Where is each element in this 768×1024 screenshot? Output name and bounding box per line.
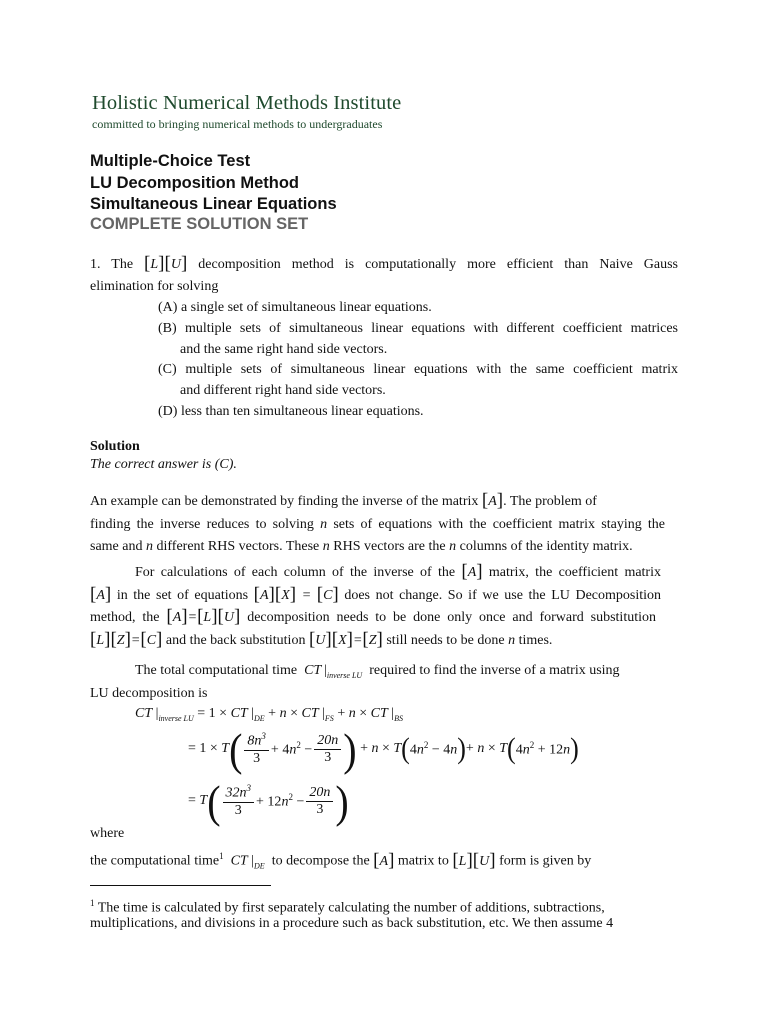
option-c-cont: and different right hand side vectors. <box>180 383 386 398</box>
title-line-3: Simultaneous Linear Equations <box>90 195 337 213</box>
para1-line1: An example can be demonstrated by finding the inverse of the matrix [A]. The problem of <box>90 490 597 511</box>
where-label: where <box>90 826 125 841</box>
para2-line2: [A] in the set of equations [A][X] = [C] does not change. So if we use the LU Decomposition <box>90 584 661 605</box>
option-a: (A) a single set of simultaneous linear equations. <box>158 300 432 315</box>
footnote-line2: multiplications, and divisions in a procedure such as back substitution, etc. We then assume 4 <box>90 916 614 931</box>
title-line-4: COMPLETE SOLUTION SET <box>90 215 309 233</box>
institute-name: Holistic Numerical Methods Institute <box>92 92 402 114</box>
option-d: (D) less than ten simultaneous linear equations. <box>158 404 424 419</box>
lu-bracket: [L][U] <box>144 253 188 274</box>
option-c: (C) multiple sets of simultaneous linear equations with the same coefficient matrix <box>158 362 678 377</box>
question-number: 1. <box>90 257 101 272</box>
para3-line1: The total computational time CT $|_{inverse LU}$ required to find the inverse of a matrix using <box>135 663 620 680</box>
solution-heading: Solution <box>90 439 140 454</box>
question-stem-line-2: elimination for solving <box>90 279 219 294</box>
after-eq-line: the computational time$^1$ CT $|_{DE}$ to decompose the [A] matrix to [L][U] form is given by <box>90 849 592 871</box>
equation-line-2: = 1 × T ( $\frac{8n^3}{3}$ + $4n^2$ − $\frac{20n}{3}$ ) + n × T ( $4n^2 - 4n$ ) + n × T ( $4n^2 + 12n$ ) <box>188 723 579 775</box>
para1-line3: same and n different RHS vectors. These n RHS vectors are the n columns of the identity matrix. <box>90 539 633 554</box>
para1-line2: finding the inverse reduces to solving n sets of equations with the coefficient matrix staying the <box>90 517 666 532</box>
footnote-rule <box>90 885 271 886</box>
equation-line-1: CT $|_{inverse LU} = 1$ × CT $|_{DE} + n$ × CT $|_{FS} + n$ × CT $|_{BS}$ <box>135 706 403 723</box>
institute-tagline: committed to bringing numerical methods to undergraduates <box>92 117 383 131</box>
footnote-ref: 1 <box>219 851 224 861</box>
para2-line3: method, the [A]=[L][U] decomposition needs to be done only once and forward substitution <box>90 606 656 627</box>
title-line-1: Multiple-Choice Test <box>90 152 251 170</box>
para2-line4: [L][Z]=[C] and the back substitution [U][X]=[Z] still needs to be done n times. <box>90 629 553 650</box>
footnote-line1: $^1$ The time is calculated by first separately calculating the number of additions, subtractions, <box>90 898 605 916</box>
question-stem-line-1: 1. The [L][U] decomposition method is computationally more efficient than Naive Gauss <box>90 253 679 274</box>
para2-line1: For calculations of each column of the inverse of the [A] matrix, the coefficient matrix <box>135 561 661 582</box>
title-line-2: LU Decomposition Method <box>90 174 299 192</box>
solution-answer: The correct answer is (C). <box>90 457 237 472</box>
equation-line-3: = T ( $\frac{32n^3}{3}$ + $12n^2$ − $\frac{20n}{3}$ ) <box>188 775 349 827</box>
para3-line2: LU decomposition is <box>90 686 208 701</box>
option-b: (B) multiple sets of simultaneous linear equations with different coefficient matrices <box>158 321 679 336</box>
option-b-cont: and the same right hand side vectors. <box>180 342 388 357</box>
